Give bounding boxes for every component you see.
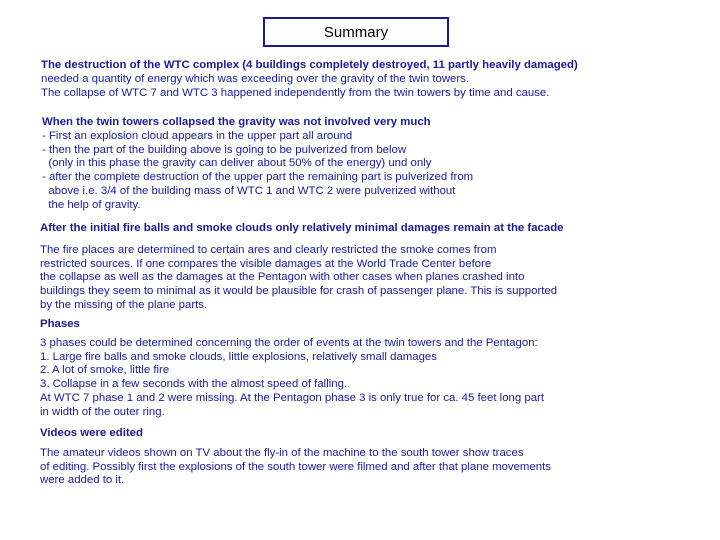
section-line: 3. Collapse in a few seconds with the almost speed of falling. [40, 378, 348, 391]
section-line: - First an explosion cloud appears in the upper part all around [42, 129, 353, 142]
section-gravity [42, 116, 712, 213]
section-line: 2. A lot of smoke, little fire [40, 364, 170, 377]
section-line: The collapse of WTC 7 and WTC 3 happened independently from the twin towers by time and cause. [41, 86, 550, 99]
section-line: above i.e. 3/4 of the building mass of WTC 1 and WTC 2 were pulverized without [42, 184, 456, 197]
section-line: needed a quantity of energy which was exceeding over the gravity of the twin towers. [41, 72, 470, 85]
section-line: the collapse as well as the damages at the Pentagon with other cases when planes crashed into [40, 271, 525, 284]
section-line: buildings they seem to minimal as it would be plausible for crash of passenger plane. This is supported [40, 285, 558, 298]
page-title: Summary [323, 23, 389, 41]
section-heading: Phases [40, 318, 80, 330]
section-heading: Videos were edited [40, 427, 143, 439]
summary-title-box [263, 17, 449, 47]
section-heading: After the initial fire balls and smoke clouds only relatively minimal damages remain at the facade [40, 222, 564, 234]
section-line: restricted sources. If one compares the visible damages at the World Trade Center before [40, 257, 492, 270]
section-line: The fire places are determined to certain ares and clearly restricted the smoke comes from [40, 243, 497, 256]
section-line: 1. Large fire balls and smoke clouds, little explosions, relatively small damages [40, 350, 437, 363]
section-line: (only in this phase the gravity can deliver about 50% of the energy) und only [42, 157, 432, 170]
section-line: were added to it. [40, 474, 125, 487]
section-line: in width of the outer ring. [40, 405, 165, 418]
section-line: of editing. Possibly first the explosions of the south tower were filmed and after that plane movements [40, 460, 551, 473]
section-line: At WTC 7 phase 1 and 2 were missing. At the Pentagon phase 3 is only true for ca. 45 feet long part [40, 391, 545, 404]
section-line: - then the part of the building above is going to be pulverized from below [42, 143, 407, 156]
section-line: The amateur videos shown on TV about the fly-in of the machine to the south tower show traces [40, 446, 524, 459]
section-heading: When the twin towers collapsed the gravity was not involved very much [42, 116, 431, 128]
section-heading: The destruction of the WTC complex (4 buildings completely destroyed, 11 partly heavily damaged) [41, 59, 578, 71]
section-videos-edited [40, 427, 710, 488]
section-phases [40, 318, 710, 420]
section-line: the help of gravity. [42, 198, 141, 211]
section-line: 3 phases could be determined concerning the order of events at the twin towers and the Pentagon: [40, 336, 538, 349]
section-facade-damages [40, 222, 710, 313]
section-line: - after the complete destruction of the upper part the remaining part is pulverized from [42, 171, 474, 184]
section-wtc-destruction [41, 59, 711, 100]
section-line: by the missing of the plane parts. [40, 298, 208, 311]
